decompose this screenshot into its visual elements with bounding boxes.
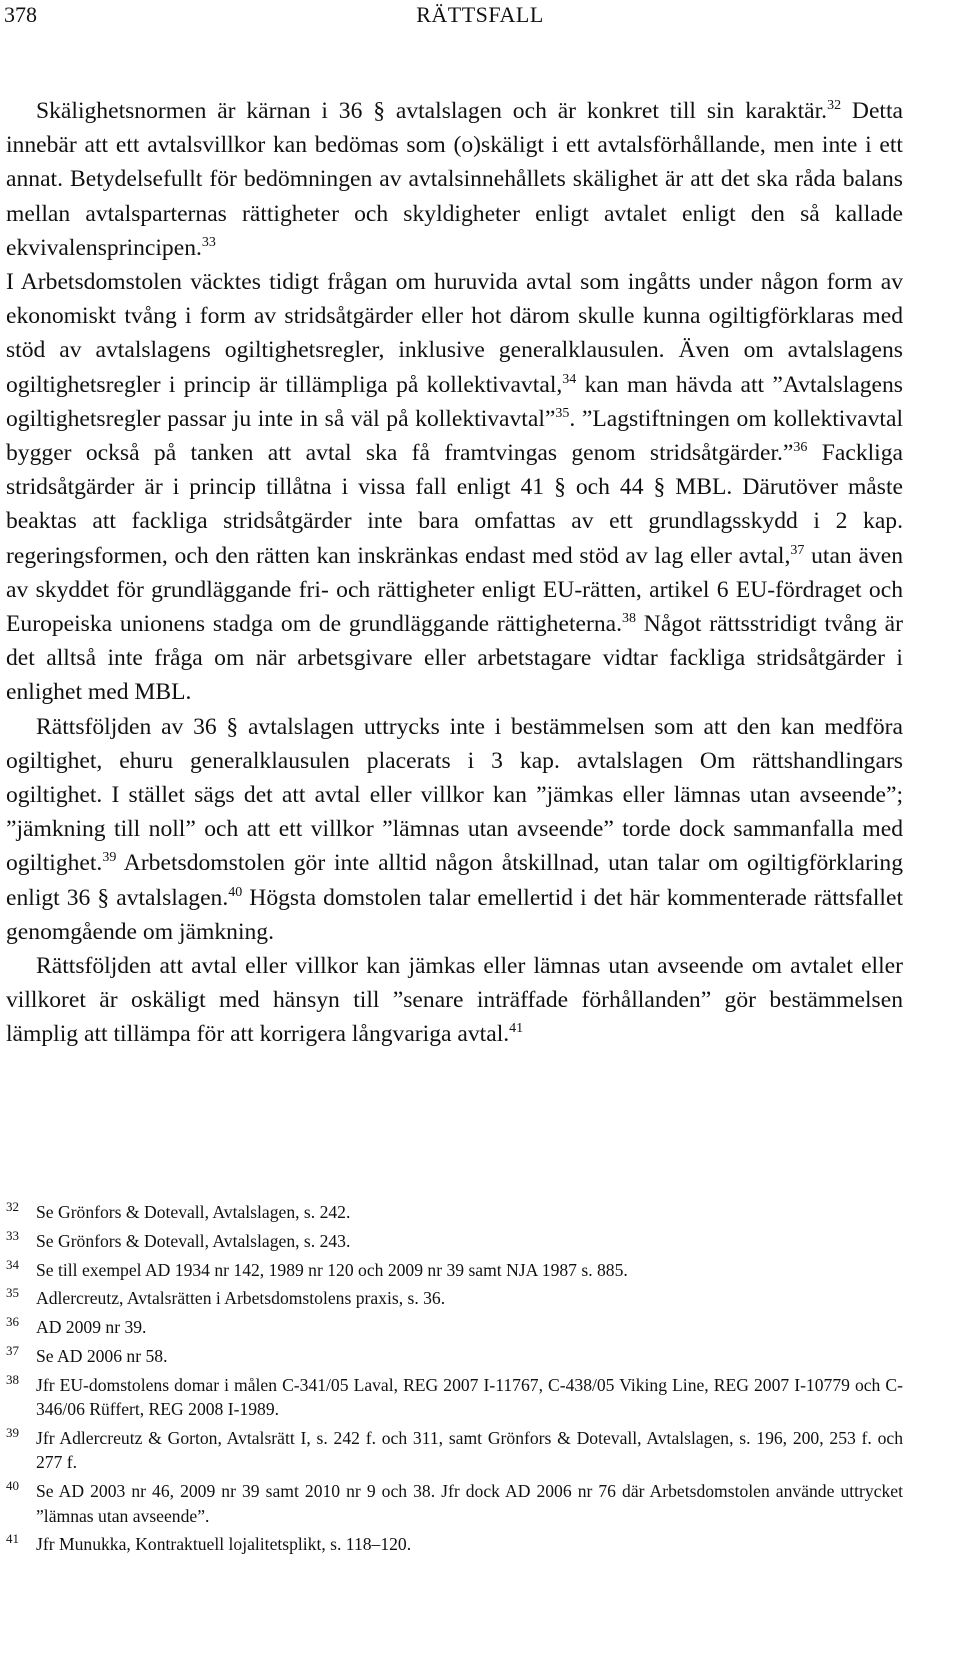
footnote-ref: 35 [555, 405, 570, 421]
footnote-ref: 41 [509, 1021, 524, 1037]
footnote-text: Jfr Munukka, Kontraktuell lojalitetsplikt, s. 118–120. [36, 1534, 412, 1555]
paragraph-text: Detta innebär att ett avtalsvillkor kan bedömas som (o)skäligt i ett avtalsförhållande, men inte i ett annat. Betydelsefullt för bedömningen av avtalsinnehållets skälighet är att det ska råda balans mellan avtalsparternas rättigheter och skyldigheter enligt avtalet enligt den så kallade ekvivalensprincipen. [6, 98, 904, 261]
footnotes [6, 1200, 903, 1561]
footnote-number: 38 [6, 1371, 19, 1387]
footnote [6, 1286, 903, 1310]
paragraph-text: Något rättsstridigt tvång är det alltså inte fråga om när arbetsgivare eller arbetstagare vidtar fackliga stridsåtgärder i enlighet med MBL. [6, 611, 903, 706]
paragraph [6, 710, 903, 949]
body-text [6, 94, 903, 1052]
paragraph-text: I Arbetsdomstolen väcktes tidigt frågan om huruvida avtal som ingåtts under någon form av ekonomiskt tvång i form av stridsåtgärder eller hot därom skulle kunna ogiltigförklaras med stöd av avtalslagens ogiltighetsregler, inklusive generalklausulen. Även om avtalslagens ogiltighetsregler i princip är tillämpliga på kollektivavtal, [6, 269, 903, 398]
footnote [6, 1344, 903, 1368]
footnote [6, 1479, 903, 1528]
paragraph-text: . ”Lagstiftningen om kollektivavtal bygger också på tanken att avtal ska få framtvingas genom stridsåtgärder.” [6, 405, 904, 467]
footnote-text: Adlercreutz, Avtalsrätten i Arbetsdomstolens praxis, s. 36. [36, 1288, 446, 1309]
running-title: RÄTTSFALL [416, 2, 544, 27]
footnote [6, 1315, 903, 1339]
footnote [6, 1200, 903, 1224]
footnote-number: 33 [6, 1227, 19, 1243]
page-header [4, 2, 956, 32]
footnote-number: 35 [6, 1285, 19, 1301]
footnote-text: Se till exempel AD 1934 nr 142, 1989 nr 120 och 2009 nr 39 samt NJA 1987 s. 885. [36, 1259, 628, 1280]
footnote-number: 39 [6, 1424, 19, 1440]
footnote-text: Jfr EU-domstolens domar i målen C-341/05 Laval, REG 2007 I-11767, C-438/05 Viking Line, REG 2007 I-10779 och C-346/06 Rüffert, REG 2008 I-1989. [36, 1374, 903, 1420]
footnote-text: Se AD 2006 nr 58. [36, 1345, 168, 1366]
footnote-number: 32 [6, 1199, 19, 1214]
footnote-text: Se Grönfors & Dotevall, Avtalslagen, s. 243. [36, 1230, 351, 1251]
footnote [6, 1426, 903, 1475]
footnote [6, 1258, 903, 1282]
footnote-number: 34 [6, 1256, 19, 1272]
paragraph-text: utan även av skyddet för grundläggande fri- och rättigheter enligt EU-rätten, artikel 6 EU-fördraget och Europeiska unionens stadga om de grundläggande rättigheterna. [6, 542, 903, 638]
paragraph [6, 94, 903, 265]
paragraph-text: Högsta domstolen talar emellertid i det här kommenterade rättsfallet genomgående om jämkning. [6, 884, 904, 945]
footnote-ref: 32 [827, 98, 842, 113]
footnote-text: Se Grönfors & Dotevall, Avtalslagen, s. 242. [36, 1202, 351, 1222]
paragraph-text: Rättsföljden av 36 § avtalslagen uttrycks inte i bestämmelsen som att den kan medföra ogiltighet, ehuru generalklausulen placerats i 3 kap. avtalslagen Om rättshandlingars ogiltighet. I stället sägs det att avtal eller villkor kan ”jämkas eller lämnas utan avseende”; ”jämkning till noll” och att ett villkor ”lämnas utan avseende” torde dock sammanfalla med ogiltighet. [6, 713, 903, 877]
footnote-ref: 36 [793, 440, 808, 456]
footnote-text: Se AD 2003 nr 46, 2009 nr 39 samt 2010 nr 9 och 38. Jfr dock AD 2006 nr 76 där Arbetsdomstolen använde uttrycket ”lämnas utan avseende”. [36, 1481, 903, 1526]
paragraph-text: Arbetsdomstolen gör inte alltid någon åtskillnad, utan talar om ogiltigförklaring enligt 36 § avtalslagen. [6, 850, 903, 911]
footnote-number: 41 [6, 1531, 19, 1547]
footnote-ref: 37 [790, 542, 805, 558]
footnote [6, 1373, 903, 1422]
page-number: 378 [4, 2, 37, 27]
paragraph-text: kan man hävda att ”Avtalslagens ogiltighetsregler passar ju inte in så väl på kollektivavtal” [6, 371, 903, 432]
footnote-number: 40 [6, 1478, 19, 1494]
footnote [6, 1532, 903, 1556]
footnote-text: AD 2009 nr 39. [36, 1317, 147, 1338]
paragraph-text: Skälighetsnormen är kärnan i 36 § avtalslagen och är konkret till sin karaktär. [36, 98, 828, 124]
footnote-number: 36 [6, 1314, 19, 1330]
footnote-ref: 40 [228, 884, 243, 900]
footnote-ref: 34 [562, 371, 577, 387]
footnote [6, 1229, 903, 1253]
paragraph-text: Fackliga stridsåtgärder är i princip tillåtna i vissa fall enligt 41 § och 44 § MBL. Därutöver måste beaktas att fackliga stridsåtgärder inte bara omfattas av ett grundlagsskydd i 2 kap. regeringsformen, och den rätten kan inskränkas endast med stöd av lag eller avtal, [6, 440, 903, 569]
footnote-number: 37 [6, 1342, 19, 1358]
paragraph-text: Rättsföljden att avtal eller villkor kan jämkas eller lämnas utan avseende om avtalet eller villkoret är oskäligt med hänsyn till ”senare inträffade förhållanden” gör bestämmelsen lämplig att tillämpa för att korrigera långvariga avtal. [6, 953, 903, 1048]
paragraph [6, 265, 903, 710]
paragraph [6, 949, 903, 1052]
footnote-ref: 38 [622, 611, 636, 627]
footnote-ref: 39 [102, 850, 117, 866]
footnote-ref: 33 [201, 234, 216, 250]
footnote-text: Jfr Adlercreutz & Gorton, Avtalsrätt I, s. 242 f. och 311, samt Grönfors & Dotevall, Avtalslagen, s. 196, 200, 253 f. och 277 f. [36, 1427, 903, 1473]
